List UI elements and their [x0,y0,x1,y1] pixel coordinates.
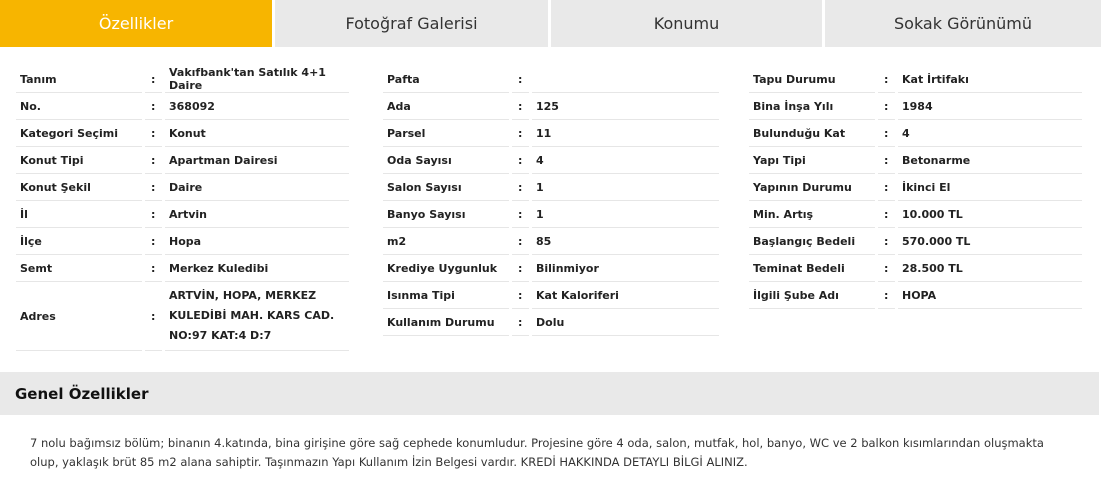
detail-value [532,66,719,93]
detail-label: Krediye Uygunluk [383,255,509,282]
detail-label: Kullanım Durumu [383,309,509,336]
detail-separator: : [878,66,895,93]
detail-value: Daire [165,174,349,201]
detail-row-min-artis [749,201,1082,228]
detail-value: 1 [532,174,719,201]
detail-row-il [16,201,349,228]
detail-value: 11 [532,120,719,147]
detail-label: Konut Tipi [16,147,142,174]
detail-label: Adres [16,282,142,351]
detail-separator: : [878,120,895,147]
detail-separator: : [878,201,895,228]
detail-row-kullanim-durumu [383,309,719,336]
address-line: NO:97 KAT:4 D:7 [169,329,272,342]
detail-value: Kat İrtifakı [898,66,1082,93]
detail-separator: : [145,147,162,174]
detail-separator: : [145,282,162,351]
detail-separator: : [512,282,529,309]
detail-row-konut-tipi [16,147,349,174]
detail-row-tanim [16,66,349,93]
detail-row-parsel [383,120,719,147]
detail-label: Min. Artış [749,201,875,228]
detail-value: 4 [532,147,719,174]
detail-row-pafta [383,66,719,93]
detail-value: 368092 [165,93,349,120]
property-details-column-3 [749,66,1082,309]
detail-label: Konut Şekil [16,174,142,201]
detail-separator: : [512,201,529,228]
detail-row-ada [383,93,719,120]
detail-label: İl [16,201,142,228]
detail-label: Salon Sayısı [383,174,509,201]
detail-row-yapi-tipi [749,147,1082,174]
detail-value: 85 [532,228,719,255]
detail-separator: : [512,174,529,201]
detail-label: Kategori Seçimi [16,120,142,147]
detail-row-tapu-durumu [749,66,1082,93]
detail-value: 125 [532,93,719,120]
detail-separator: : [878,228,895,255]
tab-bar [0,0,1104,47]
detail-label: Ada [383,93,509,120]
detail-label: Yapının Durumu [749,174,875,201]
detail-value: 1984 [898,93,1082,120]
tab-konumu[interactable]: Konumu [551,0,822,47]
detail-separator: : [512,255,529,282]
detail-value: 570.000 TL [898,228,1082,255]
detail-label: Tapu Durumu [749,66,875,93]
detail-label: Banyo Sayısı [383,201,509,228]
detail-value: Kat Kaloriferi [532,282,719,309]
detail-row-krediye-uygunluk [383,255,719,282]
detail-label: Oda Sayısı [383,147,509,174]
detail-separator: : [512,228,529,255]
detail-separator: : [878,282,895,309]
detail-label: Teminat Bedeli [749,255,875,282]
tab-fotograf-galerisi[interactable]: Fotoğraf Galerisi [275,0,548,47]
detail-value: Konut [165,120,349,147]
detail-value: Dolu [532,309,719,336]
detail-row-konut-sekil [16,174,349,201]
detail-separator: : [512,309,529,336]
detail-value: 1 [532,201,719,228]
property-details-column-1 [16,66,349,351]
detail-row-ilce [16,228,349,255]
detail-row-banyo-sayisi [383,201,719,228]
detail-separator: : [878,147,895,174]
detail-row-teminat-bedeli [749,255,1082,282]
detail-separator: : [878,93,895,120]
detail-label: Isınma Tipi [383,282,509,309]
detail-separator: : [512,147,529,174]
detail-separator: : [512,66,529,93]
detail-value: Artvin [165,201,349,228]
detail-value: Apartman Dairesi [165,147,349,174]
detail-label: Bulunduğu Kat [749,120,875,147]
detail-value: HOPA [898,282,1082,309]
detail-row-baslangic-bedeli [749,228,1082,255]
detail-row-kategori [16,120,349,147]
detail-label: Yapı Tipi [749,147,875,174]
detail-value: Vakıfbank'tan Satılık 4+1 Daire [165,66,349,93]
detail-row-bulundugu-kat [749,120,1082,147]
general-features-description: 7 nolu bağımsız bölüm; binanın 4.katında, bina girişine göre sağ cephede konumludur. Projesine göre 4 oda, salon, mutfak, hol, banyo, WC ve 2 balkon kısımlarından oluşmakta olup, yaklaşık brüt 85 m2 alana sahiptir. Taşınmazın Yapı Kullanım İzin Belgesi vardır. KREDİ HAKKINDA DETAYLI BİLGİ ALINIZ. [30,436,1044,469]
detail-label: Pafta [383,66,509,93]
detail-separator: : [145,120,162,147]
general-features-heading: Genel Özellikler [0,372,1099,415]
property-details-column-2 [383,66,719,336]
detail-value: Merkez Kuledibi [165,255,349,282]
detail-separator: : [878,255,895,282]
detail-row-adres [16,282,349,351]
detail-separator: : [145,174,162,201]
detail-label: Semt [16,255,142,282]
detail-row-no [16,93,349,120]
detail-row-oda-sayisi [383,147,719,174]
detail-row-isinma-tipi [383,282,719,309]
detail-separator: : [145,66,162,93]
address-value [165,282,349,351]
detail-value: İkinci El [898,174,1082,201]
detail-label: m2 [383,228,509,255]
detail-row-bina-insa-yili [749,93,1082,120]
detail-label: Bina İnşa Yılı [749,93,875,120]
detail-label: Parsel [383,120,509,147]
detail-value: 28.500 TL [898,255,1082,282]
address-line: KULEDİBİ MAH. KARS CAD. [169,309,335,322]
detail-row-ilgili-sube [749,282,1082,309]
detail-value: Betonarme [898,147,1082,174]
detail-separator: : [878,174,895,201]
detail-separator: : [512,93,529,120]
detail-row-semt [16,255,349,282]
detail-row-salon-sayisi [383,174,719,201]
address-line: ARTVİN, HOPA, MERKEZ [169,289,317,302]
detail-value: 4 [898,120,1082,147]
tab-sokak-gorunumu[interactable]: Sokak Görünümü [825,0,1101,47]
detail-value: 10.000 TL [898,201,1082,228]
detail-label: No. [16,93,142,120]
detail-separator: : [145,255,162,282]
detail-label: Tanım [16,66,142,93]
detail-label: İlgili Şube Adı [749,282,875,309]
detail-separator: : [512,120,529,147]
detail-separator: : [145,228,162,255]
detail-value: Hopa [165,228,349,255]
detail-value: Bilinmiyor [532,255,719,282]
detail-row-m2 [383,228,719,255]
detail-separator: : [145,201,162,228]
detail-label: İlçe [16,228,142,255]
detail-separator: : [145,93,162,120]
detail-label: Başlangıç Bedeli [749,228,875,255]
detail-row-yapinin-durumu [749,174,1082,201]
tab-ozellikler[interactable]: Özellikler [0,0,272,47]
